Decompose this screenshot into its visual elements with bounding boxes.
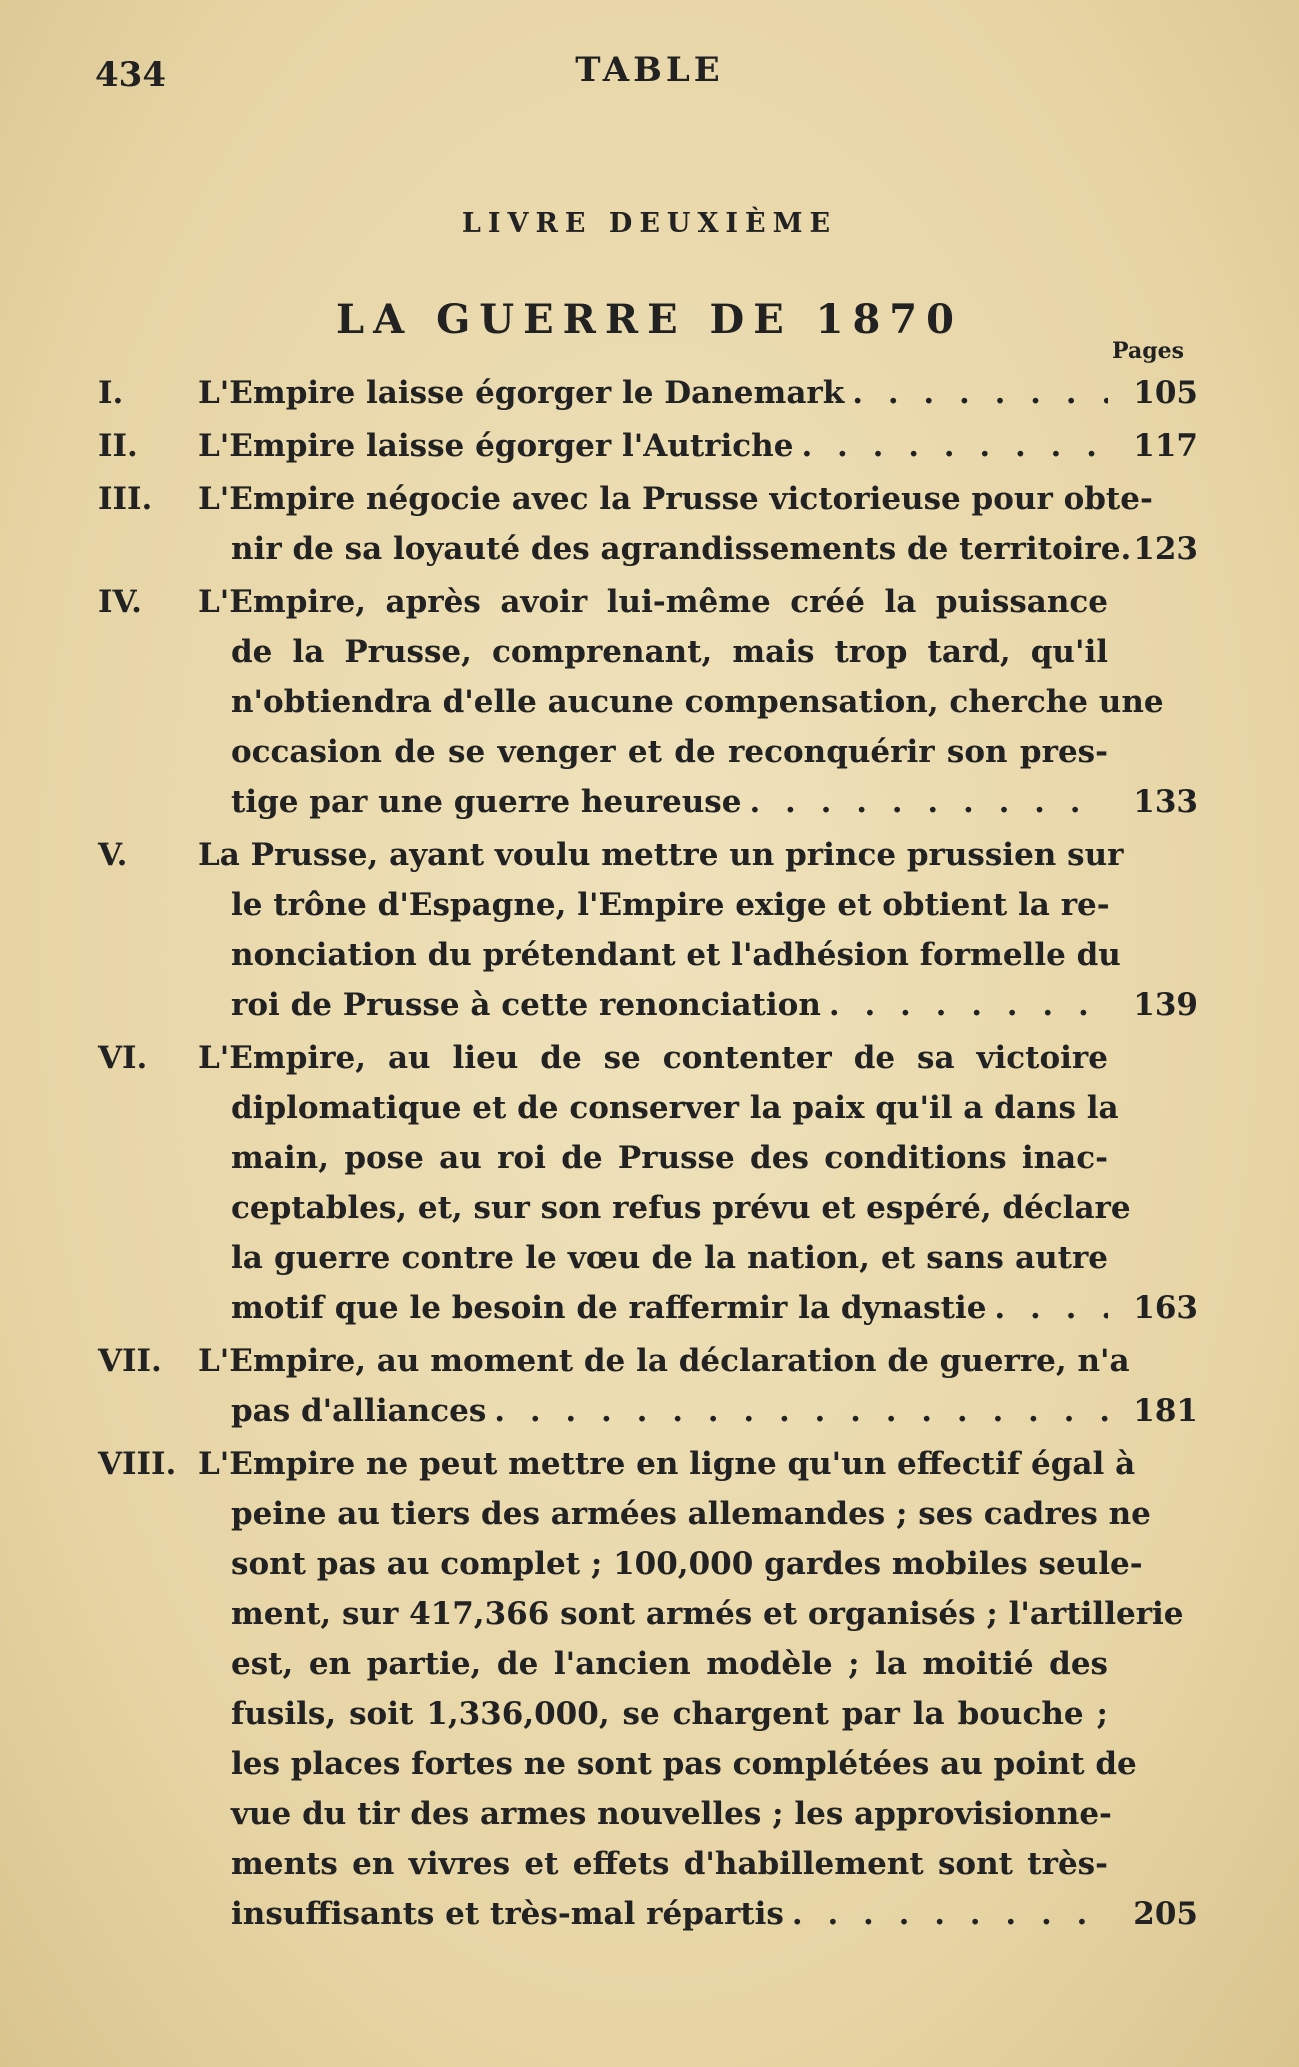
entry-line: main, pose au roi de Prusse des conditions inac- [231,1140,1108,1176]
pages-column-label: Pages [1112,338,1184,364]
entry-line [231,1386,1108,1436]
entry-line [231,1283,1108,1333]
page-reference[interactable]: 123 [1133,531,1198,567]
chapter-numeral: III. [98,481,153,517]
entry-line: fusils, soit 1,336,000, se chargent par la bouche ; [231,1696,1108,1732]
entry-line: L'Empire, au moment de la déclaration de guerre, n'a [198,1343,1130,1379]
book-title: LIVRE DEUXIÈME [461,208,838,239]
entry-line: est, en partie, de l'ancien modèle ; la moitié des [231,1646,1108,1682]
page-reference[interactable]: 163 [1133,1290,1198,1326]
leader-dots [986,1283,1108,1333]
entry-line: vue du tir des armes nouvelles ; les approvisionne- [231,1796,1112,1832]
chapter-numeral: I. [98,375,124,411]
entry-line [231,1889,1108,1939]
page-reference[interactable]: 181 [1133,1393,1198,1429]
entry-line: L'Empire négocie avec la Prusse victorieuse pour obte- [198,481,1153,517]
entry-line [231,777,1108,827]
entry-line: les places fortes ne sont pas complétées au point de [231,1746,1137,1782]
entry-line: la guerre contre le vœu de la nation, et sans autre [231,1240,1108,1276]
entry-line: le trône d'Espagne, l'Empire exige et obtient la re- [231,887,1110,923]
page-reference[interactable]: 117 [1133,428,1198,464]
leader-dots [844,368,1108,418]
leader-dots [486,1386,1108,1436]
entry-line: ment, sur 417,366 sont armés et organisés ; l'artillerie [231,1596,1184,1632]
entry-line: occasion de se venger et de reconquérir son pres- [231,734,1108,770]
entry-line: La Prusse, ayant voulu mettre un prince prussien sur [198,837,1124,873]
entry-text: tige par une guerre heureuse [231,784,742,820]
running-title: TABLE [575,50,724,90]
entry-text: L'Empire laisse égorger le Danemark [198,375,845,411]
entry-line [231,524,1132,574]
leader-dots [793,421,1108,471]
entry-line: nonciation du prétendant et l'adhésion formelle du [231,937,1121,973]
entry-line [231,980,1108,1030]
page-reference[interactable]: 133 [1133,784,1198,820]
page-number: 434 [95,55,166,95]
entry-text: insuffisants et très-mal répartis [231,1896,784,1932]
chapter-numeral: V. [98,837,128,873]
entry-line: ments en vivres et effets d'habillement sont très- [231,1846,1108,1882]
entry-line [198,421,1108,471]
leader-dots [821,980,1108,1030]
entry-line: L'Empire, au lieu de se contenter de sa victoire [198,1040,1108,1076]
entry-line: L'Empire ne peut mettre en ligne qu'un effectif égal à [198,1446,1136,1482]
entry-text: L'Empire laisse égorger l'Autriche [198,428,794,464]
entry-line: L'Empire, après avoir lui-même créé la puissance [198,584,1108,620]
entry-text: roi de Prusse à cette renonciation [231,987,821,1023]
leader-dots [741,777,1108,827]
leader-dots [784,1889,1108,1939]
entry-line: n'obtiendra d'elle aucune compensation, cherche une [231,684,1164,720]
entry-text: pas d'alliances [231,1393,487,1429]
entry-line: diplomatique et de conserver la paix qu'il a dans la [231,1090,1119,1126]
chapter-numeral: IV. [98,584,142,620]
chapter-numeral: VII. [98,1343,162,1379]
entry-line: de la Prusse, comprenant, mais trop tard, qu'il [231,634,1108,670]
entry-text: nir de sa loyauté des agrandissements de territoire. [231,531,1132,567]
chapter-numeral: VI. [98,1040,148,1076]
entry-line: peine au tiers des armées allemandes ; ses cadres ne [231,1496,1151,1532]
page-reference[interactable]: 205 [1133,1896,1198,1932]
chapter-numeral: II. [98,428,138,464]
entry-line [198,368,1108,418]
page-reference[interactable]: 105 [1133,375,1198,411]
page-reference[interactable]: 139 [1133,987,1198,1023]
chapter-numeral: VIII. [98,1446,177,1482]
section-title: LA GUERRE DE 1870 [336,296,963,343]
entry-text: motif que le besoin de raffermir la dynastie [231,1290,987,1326]
entry-line: sont pas au complet ; 100,000 gardes mobiles seule- [231,1546,1143,1582]
entry-line: ceptables, et, sur son refus prévu et espéré, déclare [231,1190,1131,1226]
